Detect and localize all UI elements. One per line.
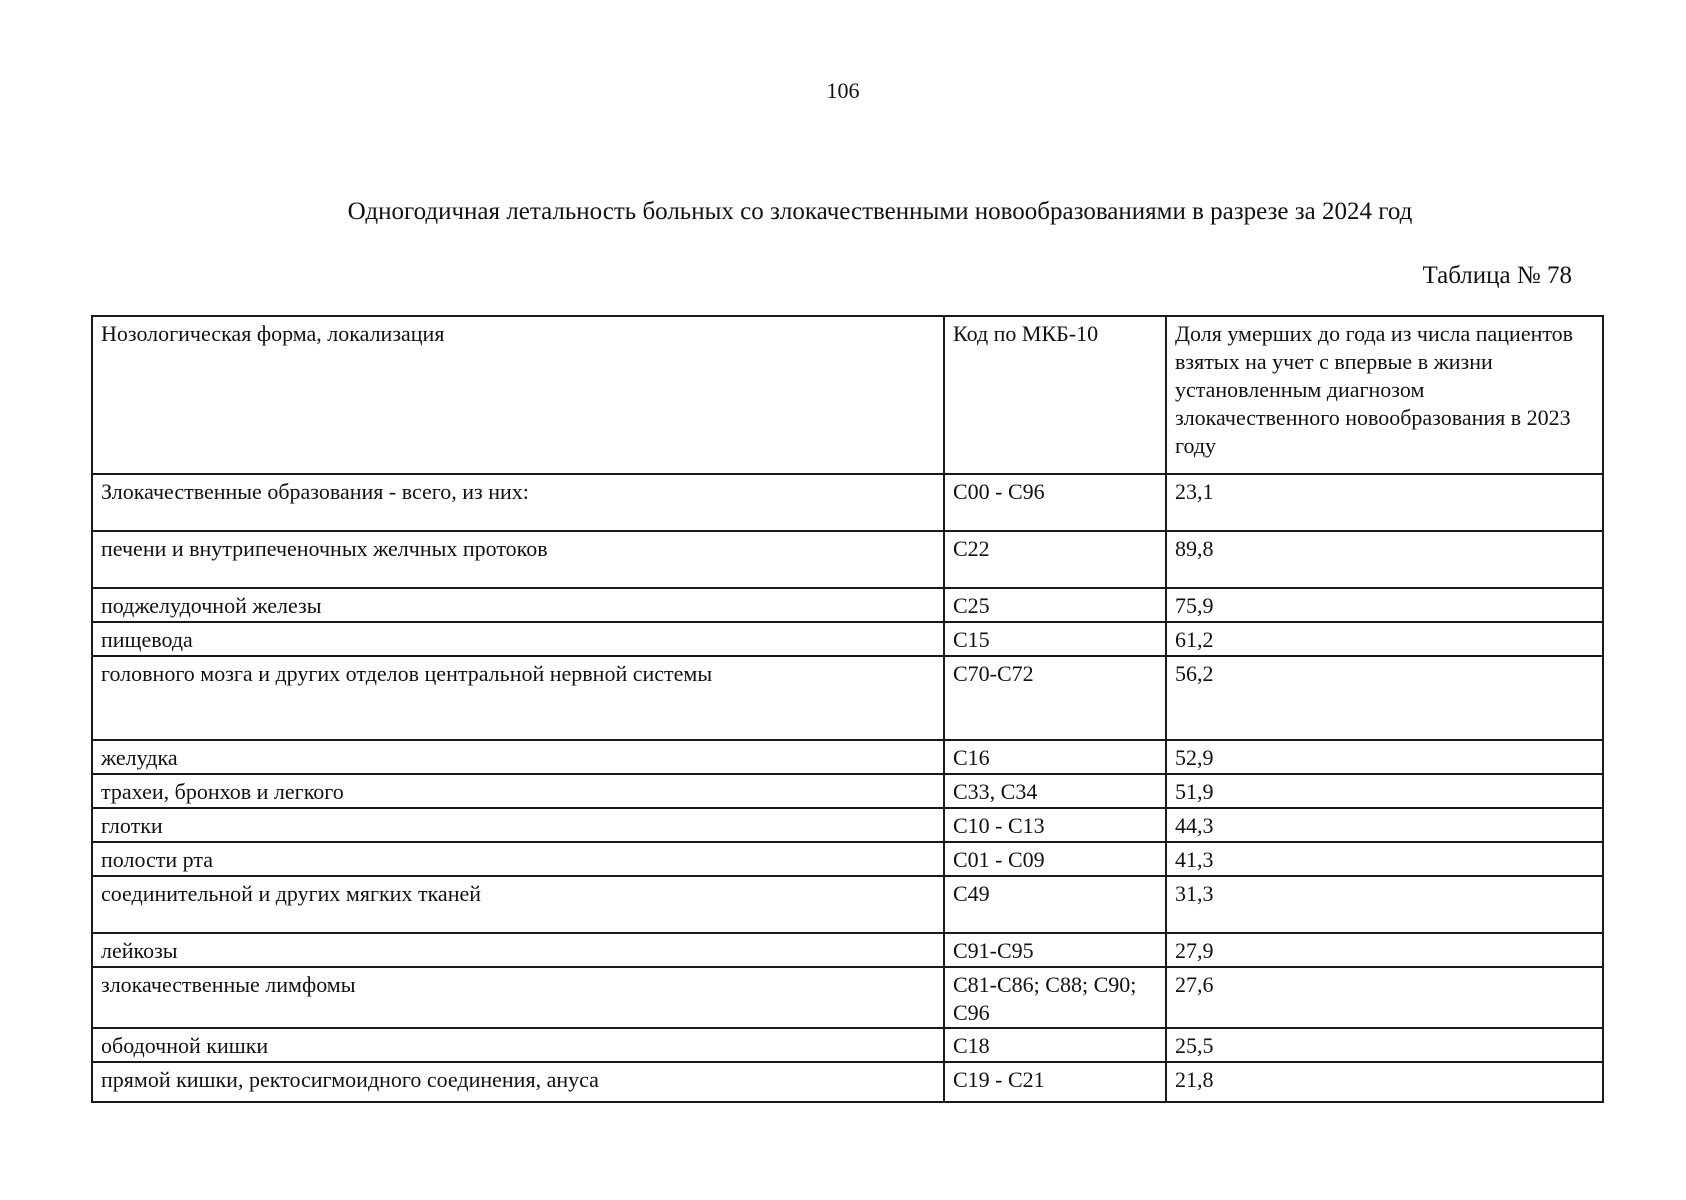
row-code: С18	[944, 1028, 1166, 1062]
row-value: 27,6	[1166, 967, 1603, 1028]
row-value: 21,8	[1166, 1062, 1603, 1102]
row-value: 25,5	[1166, 1028, 1603, 1062]
row-name: пищевода	[92, 622, 944, 656]
document-title: Одногодичная летальность больных со злокачественными новообразованиями в разрезе за 2024 год	[347, 198, 1413, 225]
table-row	[92, 588, 1603, 622]
row-name: глотки	[92, 808, 944, 842]
row-name: злокачественные лимфомы	[92, 967, 944, 1028]
header-icd-code: Код по МКБ-10	[944, 316, 1166, 474]
row-name: ободочной кишки	[92, 1028, 944, 1062]
row-code: С10 - С13	[944, 808, 1166, 842]
row-name: печени и внутрипеченочных желчных протоков	[92, 531, 944, 588]
row-name: трахеи, бронхов и легкого	[92, 774, 944, 808]
table-row	[92, 967, 1603, 1028]
row-name: поджелудочной железы	[92, 588, 944, 622]
row-name: головного мозга и других отделов центральной нервной системы	[92, 656, 944, 740]
row-code: С19 - С21	[944, 1062, 1166, 1102]
row-code: С49	[944, 876, 1166, 933]
row-value: 52,9	[1166, 740, 1603, 774]
row-code: С81-С86; С88; С90; С96	[944, 967, 1166, 1028]
header-nosology: Нозологическая форма, локализация	[92, 316, 944, 474]
row-name: соединительной и других мягких тканей	[92, 876, 944, 933]
row-code: С70-С72	[944, 656, 1166, 740]
header-mortality-share: Доля умерших до года из числа пациентов взятых на учет с впервые в жизни установленным диагнозом злокачественного новообразования в 2023 году	[1166, 316, 1603, 474]
row-value: 27,9	[1166, 933, 1603, 967]
row-code: С00 - С96	[944, 474, 1166, 531]
row-name: желудка	[92, 740, 944, 774]
row-code: С16	[944, 740, 1166, 774]
table-row	[92, 1062, 1603, 1102]
row-name: лейкозы	[92, 933, 944, 967]
table-row	[92, 531, 1603, 588]
row-code: С22	[944, 531, 1166, 588]
table-row	[92, 933, 1603, 967]
table-row	[92, 774, 1603, 808]
row-value: 51,9	[1166, 774, 1603, 808]
mortality-table	[91, 315, 1604, 1103]
table-row	[92, 1028, 1603, 1062]
row-code: С15	[944, 622, 1166, 656]
table-row	[92, 622, 1603, 656]
row-value: 61,2	[1166, 622, 1603, 656]
row-value: 31,3	[1166, 876, 1603, 933]
row-name: прямой кишки, ректосигмоидного соединения, ануса	[92, 1062, 944, 1102]
table-header-row	[92, 316, 1603, 474]
row-code: С91-С95	[944, 933, 1166, 967]
table-caption: Таблица № 78	[1422, 262, 1572, 289]
row-code: С25	[944, 588, 1166, 622]
table-row	[92, 740, 1603, 774]
row-name: Злокачественные образования - всего, из них:	[92, 474, 944, 531]
table-row	[92, 474, 1603, 531]
row-code: С33, С34	[944, 774, 1166, 808]
row-value: 75,9	[1166, 588, 1603, 622]
row-code: С01 - С09	[944, 842, 1166, 876]
row-name: полости рта	[92, 842, 944, 876]
row-value: 41,3	[1166, 842, 1603, 876]
row-value: 44,3	[1166, 808, 1603, 842]
table-row	[92, 808, 1603, 842]
row-value: 56,2	[1166, 656, 1603, 740]
page-number: 106	[826, 78, 860, 103]
table-row	[92, 876, 1603, 933]
row-value: 23,1	[1166, 474, 1603, 531]
table-row	[92, 656, 1603, 740]
table-row	[92, 842, 1603, 876]
row-value: 89,8	[1166, 531, 1603, 588]
